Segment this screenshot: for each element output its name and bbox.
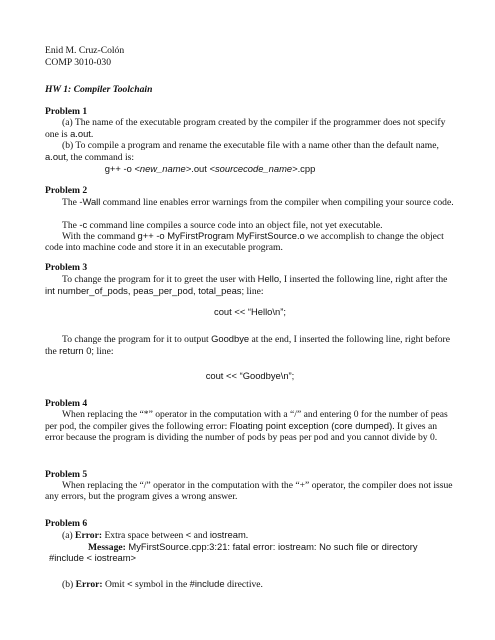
problem-1-heading: Problem 1: [45, 106, 88, 117]
problem-2-line-3: [45, 230, 455, 253]
p4-pre: When replacing the “*” operator in the computation with a “/” and entering 0 for the number of peas per pod, the compiler gives the following error:: [45, 409, 448, 433]
p1b-code: a.out: [45, 151, 66, 163]
p3l1-pre: To change the program for it to greet the user with: [62, 274, 258, 285]
p2l2-code: -c: [79, 219, 88, 230]
problem-3-code-hello: cout << “Hello\n”;: [214, 306, 286, 317]
p3l2-code2: return 0;: [59, 345, 95, 357]
p3l1-code1: Hello: [257, 273, 280, 284]
problem-6-include-line: #include < iostream>: [49, 552, 137, 563]
author-name: Enid M. Cruz-Colón: [45, 45, 125, 56]
cmd-new-name: <new_name>: [134, 163, 192, 174]
p3l2-code1: Goodbye: [211, 333, 250, 344]
course-code: COMP 3010-030: [45, 57, 112, 68]
p1b-text: (b) To compile a program and rename the executable file with a name other than the default name,: [62, 140, 439, 151]
problem-6-heading: Problem 6: [45, 518, 88, 529]
p6a-message-label: Message:: [88, 542, 126, 553]
p3l2-mid: at the end, I inserted the following line, right before the: [45, 334, 450, 358]
p1a-code: a.out: [70, 128, 91, 140]
p2l3-pre: With the command: [62, 231, 138, 242]
problem-4-text: [45, 409, 455, 444]
p1a-end: .: [90, 129, 94, 141]
p6a-err-pre: Extra space between: [102, 530, 186, 541]
problem-6-part-b: [45, 578, 472, 590]
problem-3-para-2: [45, 333, 455, 357]
cmd-suffix: .cpp: [297, 163, 316, 174]
problem-3-para-1: [45, 273, 455, 297]
p4-post: . It gives an error because the program is dividing the number of pods by peas per pod and you cannot divide by 0.: [45, 421, 438, 444]
p1a-text: (a) The name of the executable program created by the compiler if the programmer does not specify one is: [45, 117, 446, 141]
p6a-error-label: Error:: [75, 530, 103, 541]
problem-1-part-b: [45, 140, 455, 163]
cmd-prefix: g++ -o: [104, 163, 135, 174]
problem-5-text: When replacing the “/” operator in the computation with the “+” operator, the compiler does not issue any errors, but the program gives a wrong answer.: [45, 480, 453, 503]
p3l1-post: line:: [244, 286, 264, 298]
p6b-post: directive.: [224, 579, 263, 590]
p6b-error-label: Error:: [75, 579, 103, 590]
p6a-err-end: .: [245, 530, 249, 541]
p6b-code2: #include: [189, 578, 225, 589]
p6a-err-code1: <: [185, 529, 192, 540]
p1b-end: , the command is:: [65, 152, 135, 164]
p6b-code1: <: [127, 578, 133, 589]
cmd-src-name: <sourcecode_name>: [209, 163, 298, 174]
p6b-mid: symbol in the: [132, 579, 190, 590]
p2l1-code: -Wall: [79, 196, 101, 207]
p6b-pre: Omit: [102, 579, 128, 590]
problem-5-heading: Problem 5: [45, 469, 88, 480]
p2l1-pre: The: [62, 197, 80, 208]
document-title: HW 1: Compiler Toolchain: [45, 84, 153, 95]
problem-2-line-1: [45, 196, 455, 208]
p6a-err-code2: iostream: [209, 529, 246, 540]
problem-4-heading: Problem 4: [45, 398, 88, 409]
p2l2-post: command line compiles a source code into an object file, not yet executable.: [87, 220, 383, 231]
p6a-err-and: and: [191, 530, 210, 541]
p6b-label: (b): [62, 579, 76, 590]
problem-1-command: [45, 163, 375, 174]
p6a-label: (a): [62, 530, 76, 541]
p3l2-post: line:: [94, 346, 114, 358]
problem-6-part-a: [45, 529, 472, 541]
p2l3-post: we accomplish to change the object code into machine code and store it in an executable program.: [45, 231, 444, 254]
p6a-message-text: MyFirstSource.cpp:3:21: fatal error: iostream: No such file or directory: [125, 541, 418, 552]
p3l1-code2: int number_of_pods, peas_per_pod, total_peas;: [45, 285, 245, 297]
p2l1-post: command line enables error warnings from the compiler when compiling your source code.: [100, 197, 454, 208]
cmd-mid: .out: [191, 163, 210, 174]
p3l1-mid: , I inserted the following line, right after the: [279, 274, 448, 285]
problem-3-code-goodbye: cout << “Goodbye\n”;: [205, 370, 295, 381]
p2l2-pre: The: [62, 220, 80, 231]
problem-3-heading: Problem 3: [45, 262, 88, 273]
p2l3-code: g++ -o MyFirstProgram MyFirstSource.o: [137, 230, 305, 241]
problem-1-part-a: [45, 117, 455, 140]
problem-2-heading: Problem 2: [45, 185, 88, 196]
p4-code: Floating point exception (core dumped): [229, 420, 393, 432]
p3l2-pre: To change the program for it to output: [62, 334, 212, 345]
